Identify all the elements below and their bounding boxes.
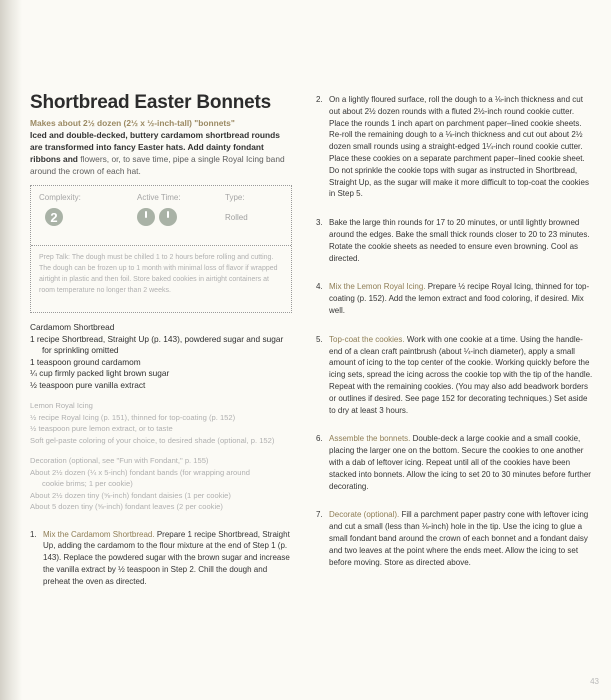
ingredient-line: Soft gel-paste coloring of your choice, to desired shade (optional, p. 152) (30, 435, 275, 445)
prep-talk: Prep Talk: The dough must be chilled 1 to 2 hours before rolling and cutting. The dough can be frozen up to 1 month with minimal loss of flavor if wrapped airtight in plastic and then foil. Store baked cookies in airtight containers at room temperature no longer than 2 weeks. (39, 254, 278, 294)
step-text (329, 334, 594, 417)
intro-text-continued: flowers, or, to save time, pipe a single Royal Icing band around the crown of each hat. (30, 154, 285, 176)
active-time-label: Active Time: (137, 193, 181, 202)
step-7 (316, 509, 594, 568)
info-row (39, 193, 283, 245)
step-number: 7. (316, 510, 323, 520)
recipe-yield: Makes about 2½ dozen (2½ x ½-inch-tall) "bonnets" (30, 118, 235, 128)
step-number: 1. (30, 529, 37, 539)
ingredient-line: for sprinkling omitted (42, 345, 119, 355)
right-column (316, 94, 594, 585)
recipe-title: Shortbread Easter Bonnets (30, 92, 271, 113)
ingredient-line: 1 recipe Shortbread, Straight Up (p. 143), powdered sugar and sugar (30, 333, 284, 344)
ingredient-line: About 2½ dozen tiny (⅝-inch) fondant daisies (1 per cookie) (30, 490, 231, 500)
page-number: 43 (590, 677, 599, 686)
ingredient-group-title: Lemon Royal Icing (30, 401, 93, 410)
ingredients-shortbread (30, 322, 292, 391)
step-body: Double-deck a large cookie and a small cookie, placing the larger one on the bottom. Secure the cookies to one another with a dab of leftover icing. Repeat until all of the cookies have been stacked into bonnets. Allow the icing to set 20 to 30 minutes before further decorating. (329, 434, 591, 491)
step-lead: Mix the Lemon Royal Icing. (329, 282, 426, 292)
complexity-block (39, 193, 81, 227)
recipe-intro (30, 117, 292, 177)
step-4 (316, 281, 594, 316)
intro-text: Iced and double-decked, buttery cardamom shortbread rounds are transformed into fancy Easter hats. Add dainty fondant ribbons and (30, 130, 280, 164)
complexity-label: Complexity: (39, 193, 81, 202)
step-text (329, 281, 594, 316)
step-number: 3. (316, 218, 323, 228)
step-1 (30, 529, 292, 588)
type-value: Rolled (225, 213, 248, 222)
clock-icon (159, 208, 177, 226)
ingredient-group-title: Cardamom Shortbread (30, 322, 115, 332)
active-time-block (137, 193, 181, 231)
ingredient-line: ½ teaspoon pure lemon extract, or to taste (30, 424, 173, 433)
complexity-badge: 2 (45, 208, 63, 226)
type-block (225, 193, 248, 222)
step-body: Work with one cookie at a time. Using the handle-end of a clean craft paintbrush (about ¼-inch diameter), apply a small amount of icing to the top center of the cookie. Working quickly before the icing sets, spread the icing across the cookie top with the tip of the handle. Repeat with the remaining cookies. (You may also add beadwork borders or outlines if desired. See page 152 for decorating techniques.) Set aside to dry at least 3 hours. (329, 334, 593, 415)
step-body: On a lightly floured surface, roll the dough to a ⅛-inch thickness and cut out about 2½ dozen rounds with a fluted 2½-inch round cookie cutter. Place the rounds 1 inch apart on parchment paper–lined cookie sheets. Re-roll the remaining dough to a ⅛-inch thickness and cut out about 2½ dozen small rounds using a straight-edged 1¼-inch round cookie cutter. Place these cookies on a separate parchment paper–lined cookie sheet. Do not sprinkle the cookie tops with sugar as instructed in Shortbread, Straight Up, as the sugar will make it more difficult to top-coat the cookies in Step 5. (329, 95, 589, 199)
step-2 (316, 94, 594, 200)
ingredient-line: ¼ cup firmly packed light brown sugar (30, 368, 170, 378)
ingredient-line: ½ recipe Royal Icing (p. 151), thinned for top-coating (p. 152) (30, 412, 236, 422)
type-label: Type: (225, 193, 245, 202)
step-body: Prepare 1 recipe Shortbread, Straight Up, adding the cardamom to the flour mixture at the end of Step 1 (p. 143). Replace the powdered sugar with the brown sugar and increase the vanilla extract by ½ teaspoon in Step 2. Chill the dough and preheat the oven as directed. (43, 529, 290, 586)
step-text (329, 217, 594, 264)
ingredient-line: About 2½ dozen (¼ x 5-inch) fondant bands (for wrapping around (30, 467, 250, 477)
info-divider (31, 245, 291, 246)
page-gutter-shadow (0, 0, 22, 700)
recipe-info-box (30, 185, 292, 313)
step-body: Bake the large thin rounds for 17 to 20 minutes, or until lightly browned around the edges. Bake the small thick rounds closer to 20 to 23 minutes. Rotate the cookie sheets as needed to ensure even browning. Cool as directed. (329, 218, 590, 263)
step-6 (316, 433, 594, 492)
ingredient-line: cookie brims; 1 per cookie) (42, 479, 133, 488)
step-text (329, 94, 594, 200)
step-3 (316, 217, 594, 264)
step-body: Fill a parchment paper pastry cone with leftover icing and cut a small (less than ⅛-inch) hole in the tip. Use the icing to glue a small fondant band around the crown of each bonnet and a fondant daisy and two leaves at the point where the ends meet. Allow the icing to set before moving. Store as directed above. (329, 510, 589, 567)
ingredients-decoration (30, 455, 292, 513)
step-lead: Decorate (optional). (329, 510, 400, 520)
step-lead: Mix the Cardamom Shortbread. (43, 529, 155, 539)
ingredient-line: 1 teaspoon ground cardamom (30, 356, 141, 367)
step-text (329, 509, 594, 568)
step-number: 5. (316, 334, 323, 344)
ingredients-icing (30, 400, 292, 446)
step-text (329, 433, 594, 492)
left-column (30, 92, 292, 604)
ingredient-line: ½ teaspoon pure vanilla extract (30, 379, 146, 390)
clock-icon (137, 208, 155, 226)
step-number: 2. (316, 95, 323, 104)
step-body: Prepare ½ recipe Royal Icing, thinned for top-coating (p. 152). Add the lemon extract and food coloring, if desired. Mix well. (329, 282, 590, 315)
ingredient-group-title: Decoration (optional, see "Fun with Fondant," p. 155) (30, 456, 209, 465)
step-number: 6. (316, 434, 323, 444)
step-5 (316, 334, 594, 417)
step-lead: Top-coat the cookies. (329, 334, 405, 344)
step-text (43, 529, 292, 588)
step-number: 4. (316, 282, 323, 292)
step-lead: Assemble the bonnets. (329, 434, 411, 444)
ingredient-line: About 5 dozen tiny (⅝-inch) fondant leaves (2 per cookie) (30, 502, 223, 511)
